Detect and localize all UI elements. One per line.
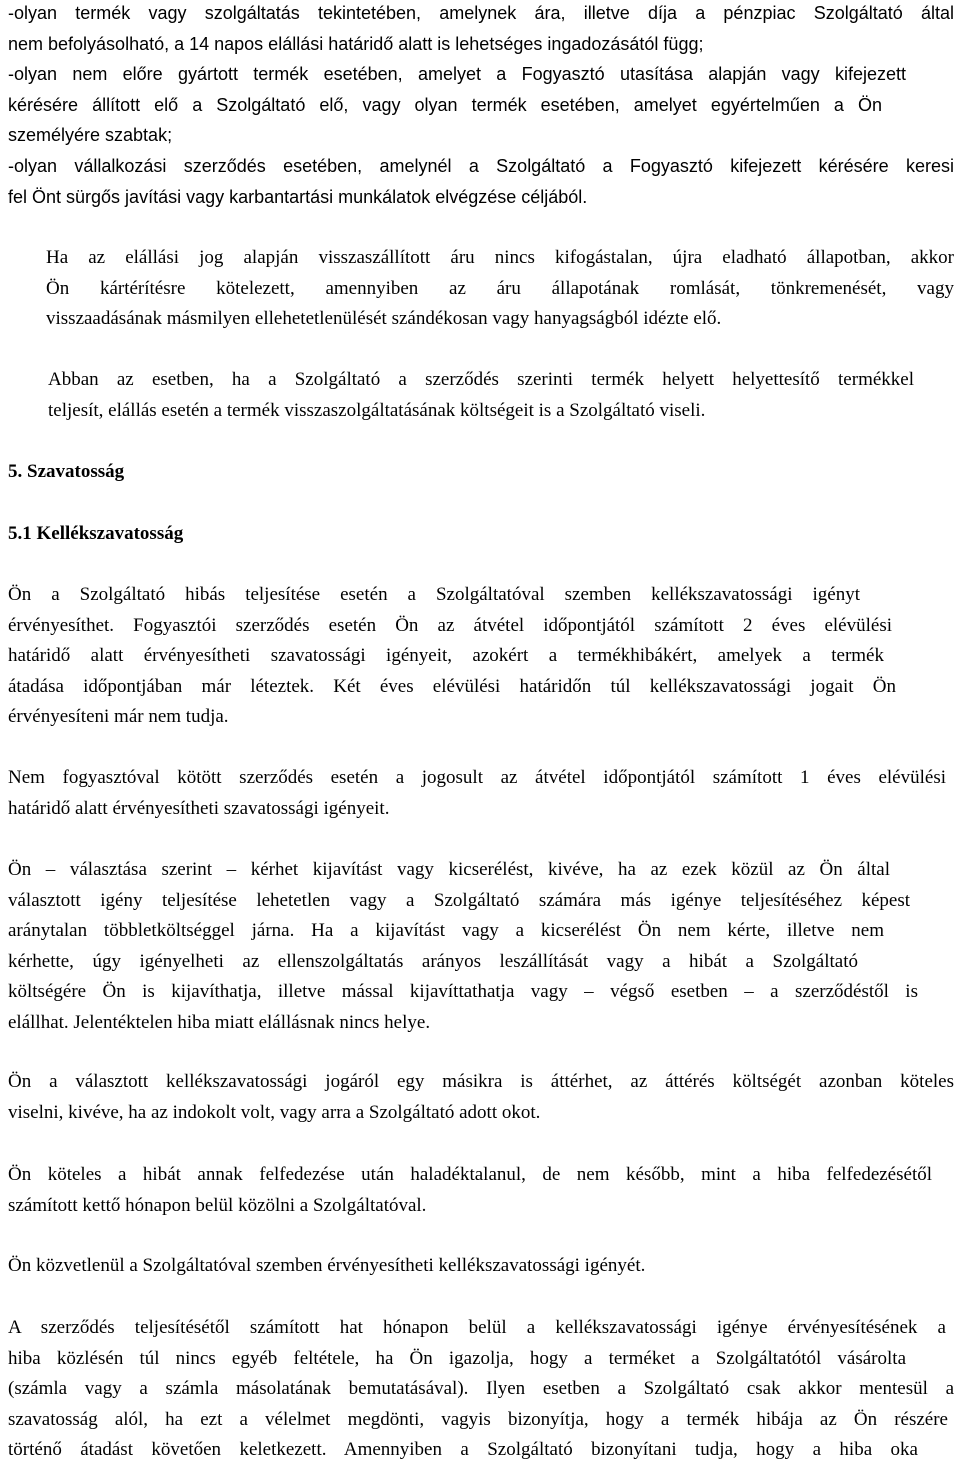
paragraph-line: visszaadásának másmilyen ellehetetlenülését szándékosan vagy hanyagságból idézte elő. [46, 308, 722, 330]
paragraph-line: kérhette, úgy igényelheti az ellenszolgáltatás arányos leszállítását vagy a hibát a Szolgáltató [8, 950, 858, 972]
paragraph-line: viselni, kivéve, ha az indokolt volt, vagy arra a Szolgáltató adott okot. [8, 1101, 541, 1123]
switch-right-paragraph [8, 1067, 954, 1128]
list-line: nem befolyásolható, a 14 napos elállási határidő alatt is lehetséges ingadozásától függ; [8, 33, 704, 54]
repair-replace-paragraph [8, 855, 918, 1039]
paragraph-line: Nem fogyasztóval kötött szerződés esetén a jogosult az átvétel időpontjától számított 1 éves elévülési [8, 767, 946, 788]
paragraph-line: (számla vagy a számla másolatának bemutatásával). Ilyen esetben a Szolgáltató csak akkor mentesül a [8, 1378, 954, 1400]
paragraph-line: szavatosság alól, ha ezt a vélelmet megdönti, vagyis bizonyítja, hogy a termék hibája az Ön részére [8, 1408, 948, 1430]
subsection-heading-kellekszavatossag: 5.1 Kellékszavatosság [8, 523, 184, 544]
section-heading-warranty: 5. Szavatosság [8, 461, 125, 482]
six-month-paragraph [8, 1313, 954, 1466]
exceptions-list [8, 0, 954, 212]
paragraph-line: érvényesíteni már nem tudja. [8, 706, 229, 728]
list-line: kérésére állított elő a Szolgáltató elő, vagy olyan termék esetében, amelyet egyértelműen a Ön [8, 94, 882, 115]
paragraph-line: történő átadást követően keletkezett. Amennyiben a Szolgáltató bizonyítani tudja, hogy a hiba oka [8, 1439, 918, 1461]
paragraph-line: érvényesíthet. Fogyasztói szerződés esetén Ön az átvétel időpontjától számított 2 éves elévülési [8, 614, 892, 636]
paragraph-line: hiba közlésén túl nincs egyéb feltétele, ha Ön igazolja, hogy a terméket a Szolgáltatótól vásárolta [8, 1347, 906, 1369]
paragraph-line: Ön közvetlenül a Szolgáltatóval szemben érvényesítheti kellékszavatossági igényét. [8, 1255, 646, 1276]
paragraph-line: Ön köteles a hibát annak felfedezése után haladéktalanul, de nem később, mint a hiba felfedezésétől [8, 1164, 932, 1185]
list-line: -olyan vállalkozási szerződés esetében, amelynél a Szolgáltató a Fogyasztó kifejezett kérésére keresi [8, 155, 954, 176]
list-line: fel Önt sürgős javítási vagy karbantartási munkálatok elvégzése céljából. [8, 186, 588, 207]
paragraph-line: aránytalan többletköltséggel járna. Ha a kijavítást vagy a kicserélést Ön nem kérte, illetve nem [8, 920, 884, 942]
paragraph-line: Ön – választása szerint – kérhet kijavítást vagy kicserélést, kivéve, ha az ezek közül az Ön által [8, 859, 890, 880]
paragraph-line: határidő alatt érvényesítheti szavatossági igényeit. [8, 797, 390, 819]
paragraph-line: költségére Ön is kijavíthatja, illetve mással kijavíttathatja vagy – végső esetben – a szerződéstől is [8, 981, 918, 1003]
paragraph-line: határidő alatt érvényesítheti szavatossági igényeit, azokért a termékhibákért, amelyek a termék [8, 645, 884, 667]
notify-defect-paragraph [8, 1160, 932, 1221]
paragraph-line: Ön a Szolgáltató hibás teljesítése esetén a Szolgáltatóval szemben kellékszavatossági igényt [8, 584, 860, 605]
paragraph-line: Abban az esetben, ha a Szolgáltató a szerződés szerinti termék helyett helyettesítő termékkel [48, 369, 914, 390]
paragraph-line: választott igény teljesítése lehetetlen vagy a Szolgáltató számára más igénye teljesítéséhez képest [8, 889, 910, 911]
warranty-claim-paragraph [8, 580, 896, 733]
paragraph-line: Ön kártérítésre kötelezett, amennyiben az áru állapotának romlását, tönkremenését, vagy [46, 277, 954, 299]
substitute-product-paragraph [48, 365, 914, 426]
non-consumer-paragraph [8, 763, 946, 824]
paragraph-line: teljesít, elállás esetén a termék visszaszolgáltatásának költségeit is a Szolgáltató viseli. [48, 399, 706, 421]
paragraph-line: elállhat. Jelentéktelen hiba miatt elállásnak nincs helye. [8, 1011, 431, 1033]
return-damage-paragraph [46, 243, 954, 335]
direct-claim-paragraph [8, 1251, 954, 1282]
list-line: -olyan termék vagy szolgáltatás tekintetében, amelynek ára, illetve díja a pénzpiac Szolgáltató által [8, 3, 954, 23]
paragraph-line: számított kettő hónapon belül közölni a Szolgáltatóval. [8, 1194, 427, 1216]
list-line: személyére szabtak; [8, 125, 173, 146]
paragraph-line: Ha az elállási jog alapján visszaszállított áru nincs kifogástalan, újra eladható állapotban, akkor [46, 247, 954, 268]
paragraph-line: átadása időpontjában már léteztek. Két éves elévülési határidőn túl kellékszavatossági jogait Ön [8, 675, 896, 697]
paragraph-line: A szerződés teljesítésétől számított hat hónapon belül a kellékszavatossági igénye érvényesítésének a [8, 1317, 946, 1338]
list-line: -olyan nem előre gyártott termék esetében, amelyet a Fogyasztó utasítása alapján vagy kifejezett [8, 64, 906, 85]
paragraph-line: Ön a választott kellékszavatossági jogáról egy másikra is áttérhet, az áttérés költségét azonban köteles [8, 1071, 954, 1092]
